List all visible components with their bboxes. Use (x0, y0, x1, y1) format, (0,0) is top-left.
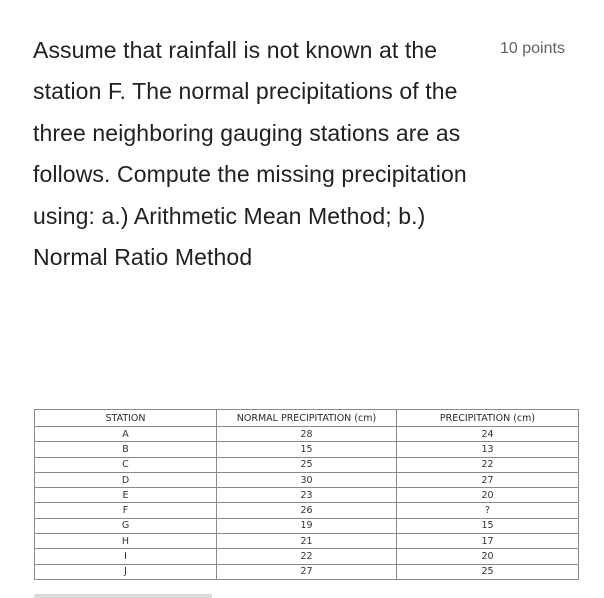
normal-precipitation-cell: 30 (217, 472, 397, 487)
normal-precipitation-cell: 19 (217, 518, 397, 533)
station-cell: E (35, 488, 217, 503)
precipitation-cell: 17 (397, 534, 579, 549)
normal-precipitation-cell: 28 (217, 427, 397, 442)
precipitation-cell: 15 (397, 518, 579, 533)
table-row (35, 472, 579, 487)
precipitation-cell: 20 (397, 488, 579, 503)
table-row (35, 488, 579, 503)
precipitation-cell: 13 (397, 442, 579, 457)
table-row (35, 457, 579, 472)
table-header-row (35, 410, 579, 427)
normal-precipitation-cell: 22 (217, 549, 397, 564)
question-text: Assume that rainfall is not known at the station F. The normal precipitations of the three neighboring gauging stations are as follows. Compute the missing precipitation using: a.) Arithmetic Mean Method; b.) Normal Ratio Method (33, 37, 467, 271)
station-cell: G (35, 518, 217, 533)
precipitation-cell: 24 (397, 427, 579, 442)
station-cell: C (35, 457, 217, 472)
table-row (35, 564, 579, 579)
precipitation-cell: 25 (397, 564, 579, 579)
precipitation-cell: 27 (397, 472, 579, 487)
station-cell: B (35, 442, 217, 457)
station-cell: J (35, 564, 217, 579)
table-row (35, 549, 579, 564)
table-row (35, 503, 579, 518)
station-cell: H (35, 534, 217, 549)
table-row (35, 427, 579, 442)
normal-precipitation-cell: 26 (217, 503, 397, 518)
precipitation-cell: 22 (397, 457, 579, 472)
precipitation-cell: ? (397, 503, 579, 518)
normal-precipitation-cell: 21 (217, 534, 397, 549)
table-row (35, 442, 579, 457)
normal-precipitation-cell: 15 (217, 442, 397, 457)
table-row (35, 518, 579, 533)
precipitation-table (34, 409, 579, 580)
station-cell: F (35, 503, 217, 518)
station-cell: A (35, 427, 217, 442)
table-row (35, 534, 579, 549)
header-station: STATION (35, 410, 217, 427)
station-cell: D (35, 472, 217, 487)
points-label: 10 points (500, 40, 565, 57)
header-normal-precipitation: NORMAL PRECIPITATION (cm) (217, 410, 397, 427)
normal-precipitation-cell: 27 (217, 564, 397, 579)
precipitation-table-image (34, 409, 578, 580)
header-precipitation: PRECIPITATION (cm) (397, 410, 579, 427)
normal-precipitation-cell: 23 (217, 488, 397, 503)
normal-precipitation-cell: 25 (217, 457, 397, 472)
precipitation-cell: 20 (397, 549, 579, 564)
answer-field-edge[interactable] (34, 594, 212, 598)
station-cell: I (35, 549, 217, 564)
